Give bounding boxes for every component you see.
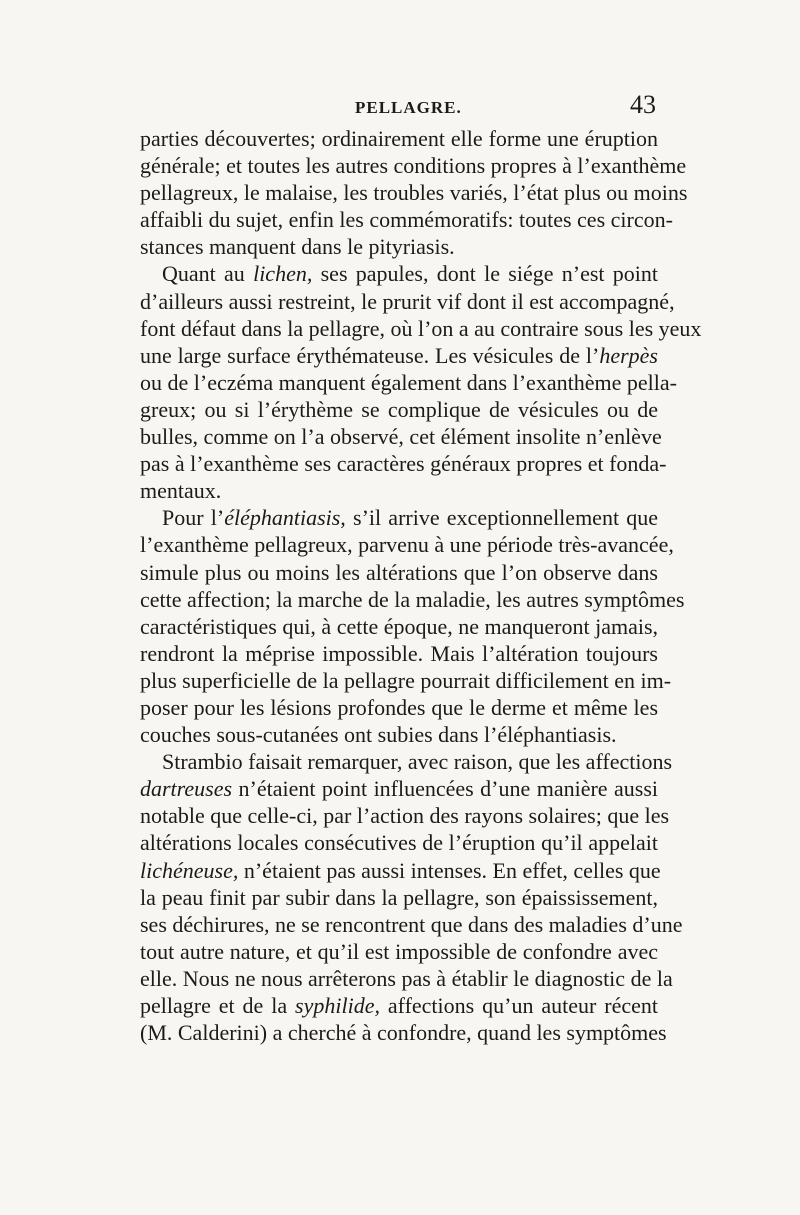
text-line bbox=[140, 504, 658, 531]
body-text bbox=[140, 125, 702, 1046]
italic-text: syphilide, bbox=[295, 993, 380, 1018]
text-segment: ses papules, dont le siége n’est point bbox=[312, 261, 658, 287]
text-line bbox=[140, 396, 658, 423]
text-line bbox=[140, 206, 673, 233]
text-line bbox=[140, 775, 658, 802]
text-line bbox=[140, 288, 675, 315]
text-line bbox=[140, 233, 658, 260]
text-segment: tout autre nature, et qu’il est impossible de confondre avec bbox=[140, 938, 658, 964]
text-line bbox=[140, 721, 658, 748]
text-segment: notable que celle-ci, par l’action des rayons solaires; que les bbox=[140, 803, 670, 829]
text-segment: l’exanthème pellagreux, parvenu à une période très-avancée, bbox=[140, 532, 674, 558]
page-header bbox=[140, 90, 658, 124]
text-segment: poser pour les lésions profondes que le derme et même les bbox=[140, 694, 658, 720]
text-line bbox=[140, 477, 658, 504]
text-line bbox=[140, 748, 673, 775]
text-segment: Pour l’ bbox=[162, 505, 225, 531]
text-line bbox=[140, 152, 687, 179]
text-segment: bulles, comme on l’a observé, cet élément insolite n’enlève bbox=[140, 424, 662, 450]
text-segment: rendront la méprise impossible. Mais l’altération toujours bbox=[140, 640, 658, 666]
text-segment: ou de l’eczéma manquent également dans l’exanthème pella- bbox=[140, 369, 677, 395]
text-segment: couches sous-cutanées ont subies dans l’éléphantiasis. bbox=[140, 722, 617, 748]
text-segment: stances manquent dans le pityriasis. bbox=[140, 234, 455, 260]
text-line bbox=[140, 179, 688, 206]
text-line bbox=[140, 965, 673, 992]
text-segment: caractéristiques qui, à cette époque, ne manqueront jamais, bbox=[140, 613, 659, 639]
text-segment: greux; ou si l’érythème se complique de vésicules ou de bbox=[140, 396, 658, 422]
text-line bbox=[140, 586, 685, 613]
text-line bbox=[140, 802, 670, 829]
text-line bbox=[140, 450, 667, 477]
text-line bbox=[140, 559, 658, 586]
text-line bbox=[140, 369, 677, 396]
text-segment: pellagreux, le malaise, les troubles variés, l’état plus ou moins bbox=[140, 180, 688, 206]
italic-text: lichen, bbox=[253, 261, 313, 287]
text-line bbox=[140, 125, 658, 152]
text-segment: n’étaient pas aussi intenses. En effet, celles que bbox=[238, 857, 661, 883]
italic-text: éléphantiasis, bbox=[224, 505, 346, 531]
text-line bbox=[140, 423, 662, 450]
text-segment: Strambio faisait remarquer, avec raison, que les affections bbox=[162, 749, 673, 775]
text-line bbox=[140, 911, 683, 938]
text-segment: pas à l’exanthème ses caractères généraux propres et fonda- bbox=[140, 451, 667, 477]
text-segment: (M. Calderini) a cherché à confondre, quand les symptômes bbox=[140, 1020, 667, 1046]
text-segment: altérations locales consécutives de l’éruption qu’il appelait bbox=[140, 830, 658, 856]
text-line bbox=[140, 667, 672, 694]
text-line bbox=[140, 992, 658, 1019]
text-segment: affaibli du sujet, enfin les commémoratifs: toutes ces circon- bbox=[140, 207, 673, 233]
text-line bbox=[140, 640, 658, 667]
text-segment: plus superficielle de la pellagre pourrait difficilement en im- bbox=[140, 667, 672, 693]
text-line bbox=[140, 613, 658, 640]
text-line bbox=[140, 342, 658, 369]
text-segment: elle. Nous ne nous arrêterons pas à établir le diagnostic de la bbox=[140, 965, 673, 991]
running-title: PELLAGRE. bbox=[355, 98, 462, 117]
text-segment: ses déchirures, ne se rencontrent que dans des maladies d’une bbox=[140, 911, 683, 937]
text-line bbox=[140, 531, 674, 558]
text-segment: n’étaient point influencées d’une manière aussi bbox=[232, 776, 658, 802]
text-segment: une large surface érythémateuse. Les vésicules de l’ bbox=[140, 342, 600, 368]
text-segment: la peau finit par subir dans la pellagre, son épaississement, bbox=[140, 884, 658, 910]
italic-text: lichéneuse, bbox=[140, 857, 239, 883]
italic-text: dartreuses bbox=[140, 776, 233, 802]
page-number: 43 bbox=[630, 90, 656, 119]
text-segment: parties découvertes; ordinairement elle forme une éruption bbox=[140, 126, 658, 151]
italic-text: herpès bbox=[599, 342, 658, 368]
text-segment: mentaux. bbox=[140, 478, 222, 504]
text-segment: pellagre et de la bbox=[140, 993, 296, 1018]
text-segment: cette affection; la marche de la maladie, les autres symptômes bbox=[140, 586, 685, 612]
text-line bbox=[140, 857, 661, 884]
text-line bbox=[140, 829, 658, 856]
text-line bbox=[140, 1019, 667, 1046]
text-line bbox=[140, 694, 658, 721]
text-segment: affections qu’un auteur récent bbox=[379, 993, 658, 1018]
text-segment: Quant au bbox=[162, 261, 254, 287]
text-line bbox=[140, 884, 658, 911]
text-line bbox=[140, 260, 658, 287]
text-segment: générale; et toutes les autres conditions propres à l’exanthème bbox=[140, 153, 687, 179]
text-segment: font défaut dans la pellagre, où l’on a au contraire sous les yeux bbox=[140, 315, 702, 341]
text-segment: simule plus ou moins les altérations que l’on observe dans bbox=[140, 559, 658, 585]
text-segment: s’il arrive exceptionnellement que bbox=[345, 505, 659, 531]
text-line bbox=[140, 938, 658, 965]
text-segment: d’ailleurs aussi restreint, le prurit vif dont il est accompagné, bbox=[140, 288, 675, 314]
text-line bbox=[140, 315, 702, 342]
